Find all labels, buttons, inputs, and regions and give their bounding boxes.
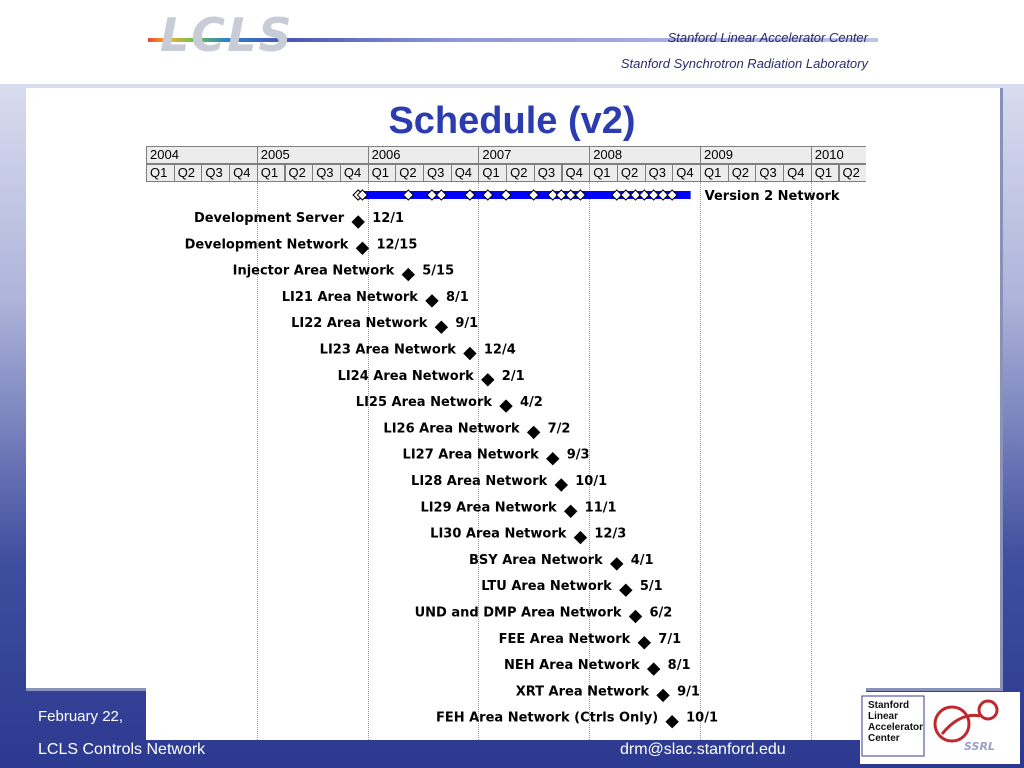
milestone-label: LI29 Area Network bbox=[420, 500, 557, 516]
milestone-date: 4/1 bbox=[630, 552, 654, 568]
milestone-date: 6/2 bbox=[649, 605, 673, 621]
milestone-label: LI28 Area Network bbox=[411, 474, 548, 489]
quarter-header: Q4 bbox=[672, 164, 701, 182]
milestone-date: 5/1 bbox=[639, 579, 663, 595]
quarter-header: Q3 bbox=[312, 164, 341, 182]
milestone-date: 9/3 bbox=[566, 447, 590, 463]
year-header: 2006 bbox=[368, 146, 480, 164]
slac-ssrl-logo bbox=[860, 692, 1020, 764]
milestone-date: 12/4 bbox=[483, 342, 516, 358]
milestone-diamond bbox=[666, 716, 678, 728]
footer-title: LCLS Controls Network bbox=[38, 741, 206, 758]
quarter-header: Q4 bbox=[562, 164, 591, 182]
milestone-label: NEH Area Network bbox=[504, 658, 640, 674]
milestone-date: 5/15 bbox=[422, 263, 455, 279]
milestone-diamond bbox=[435, 321, 447, 333]
milestone-date: 9/1 bbox=[677, 684, 700, 700]
slide-title: Schedule (v2) bbox=[388, 100, 636, 142]
milestone-diamond bbox=[500, 400, 512, 412]
milestone-date: 8/1 bbox=[445, 289, 469, 305]
header-bar bbox=[0, 0, 1024, 84]
gantt-chart bbox=[146, 146, 866, 740]
milestone-date: 11/1 bbox=[584, 500, 617, 516]
year-header: 2008 bbox=[589, 146, 701, 164]
quarter-header: Q2 bbox=[839, 164, 867, 182]
milestone-date: 4/2 bbox=[520, 395, 543, 411]
milestone-diamond bbox=[426, 295, 438, 307]
year-header: 2007 bbox=[478, 146, 590, 164]
milestone-label: FEH Area Network (Ctrls Only) bbox=[435, 710, 659, 726]
quarter-header: Q3 bbox=[645, 164, 674, 182]
milestone-label: LI21 Area Network bbox=[281, 289, 418, 305]
milestone-label: XRT Area Network bbox=[515, 684, 650, 700]
milestone-diamond bbox=[528, 426, 540, 438]
milestone-date: 7/2 bbox=[547, 421, 571, 437]
milestone-label: UND and DMP Area Network bbox=[414, 605, 622, 621]
summary-label: Version 2 Network bbox=[704, 189, 840, 204]
quarter-header: Q2 bbox=[285, 164, 314, 182]
quarter-header: Q1 bbox=[478, 164, 507, 182]
quarter-header: Q3 bbox=[423, 164, 452, 182]
milestone-diamond bbox=[565, 505, 577, 517]
milestone-diamond bbox=[657, 689, 669, 701]
year-header: 2010 bbox=[811, 146, 866, 164]
quarter-header: Q4 bbox=[783, 164, 812, 182]
milestone-date: 10/1 bbox=[575, 474, 608, 489]
milestone-diamond bbox=[638, 637, 650, 649]
milestone-date: 9/1 bbox=[455, 316, 479, 332]
milestone-diamond bbox=[620, 584, 632, 596]
quarter-header: Q4 bbox=[451, 164, 480, 182]
milestone-diamond bbox=[547, 453, 559, 465]
quarter-header: Q2 bbox=[395, 164, 424, 182]
quarter-header: Q1 bbox=[146, 164, 175, 182]
institution-slac: Stanford Linear Accelerator Center bbox=[667, 30, 868, 45]
milestone-diamond bbox=[352, 216, 364, 228]
quarter-header: Q1 bbox=[589, 164, 618, 182]
year-header: 2004 bbox=[146, 146, 258, 164]
year-header: 2009 bbox=[700, 146, 812, 164]
slac-line-2: Linear bbox=[868, 711, 899, 722]
milestone-label: LI30 Area Network bbox=[430, 526, 567, 542]
milestone-date: 10/1 bbox=[686, 710, 719, 726]
milestone-diamond bbox=[648, 663, 660, 675]
year-header: 2005 bbox=[257, 146, 369, 164]
institution-ssrl: Stanford Synchrotron Radiation Laboratory bbox=[620, 56, 868, 71]
quarter-header: Q3 bbox=[755, 164, 784, 182]
milestone-label: FEE Area Network bbox=[498, 631, 631, 647]
milestone-diamond bbox=[402, 269, 414, 281]
slac-line-1: Stanford bbox=[868, 700, 910, 711]
milestone-diamond bbox=[574, 532, 586, 544]
milestone-diamond bbox=[555, 479, 567, 491]
milestone-label: LI23 Area Network bbox=[319, 342, 456, 358]
footer-date: February 22, bbox=[38, 708, 124, 725]
quarter-header: Q1 bbox=[700, 164, 729, 182]
quarter-header: Q2 bbox=[506, 164, 535, 182]
footer-email[interactable]: drm@slac.stanford.edu bbox=[620, 741, 786, 758]
gantt-marks bbox=[146, 146, 866, 740]
milestone-date: 8/1 bbox=[667, 658, 691, 674]
milestone-label: LI27 Area Network bbox=[402, 447, 539, 463]
milestone-label: Development Network bbox=[184, 237, 349, 253]
milestone-date: 2/1 bbox=[501, 368, 525, 384]
milestone-label: LI25 Area Network bbox=[355, 395, 493, 411]
quarter-header: Q1 bbox=[368, 164, 397, 182]
milestone-label: Development Server bbox=[193, 211, 345, 226]
milestone-date: 12/1 bbox=[372, 211, 405, 226]
milestone-diamond bbox=[611, 558, 623, 570]
quarter-header: Q4 bbox=[340, 164, 369, 182]
slac-line-3: Accelerator bbox=[868, 722, 924, 733]
milestone-label: LI24 Area Network bbox=[337, 368, 474, 384]
quarter-header: Q1 bbox=[811, 164, 840, 182]
milestone-date: 7/1 bbox=[658, 631, 682, 647]
slac-line-4: Center bbox=[868, 733, 900, 744]
milestone-date: 12/15 bbox=[376, 237, 418, 253]
quarter-header: Q4 bbox=[229, 164, 258, 182]
quarter-header: Q3 bbox=[534, 164, 563, 182]
quarter-header: Q2 bbox=[617, 164, 646, 182]
lcls-logo: LCLS bbox=[160, 8, 294, 62]
quarter-header: Q2 bbox=[728, 164, 757, 182]
quarter-header: Q2 bbox=[174, 164, 203, 182]
milestone-label: LI26 Area Network bbox=[383, 421, 520, 437]
milestone-label: LTU Area Network bbox=[481, 579, 612, 595]
milestone-label: LI22 Area Network bbox=[291, 316, 428, 332]
ssrl-label: SSRL bbox=[964, 740, 995, 753]
quarter-header: Q3 bbox=[201, 164, 230, 182]
milestone-label: Injector Area Network bbox=[232, 263, 395, 279]
milestone-diamond bbox=[630, 611, 642, 623]
milestone-diamond bbox=[356, 242, 368, 254]
milestone-date: 12/3 bbox=[594, 526, 627, 542]
milestone-diamond bbox=[482, 374, 494, 386]
quarter-header: Q1 bbox=[257, 164, 286, 182]
milestone-label: BSY Area Network bbox=[469, 552, 603, 568]
milestone-diamond bbox=[464, 348, 476, 360]
ssrl-logo-icon bbox=[860, 692, 1020, 764]
